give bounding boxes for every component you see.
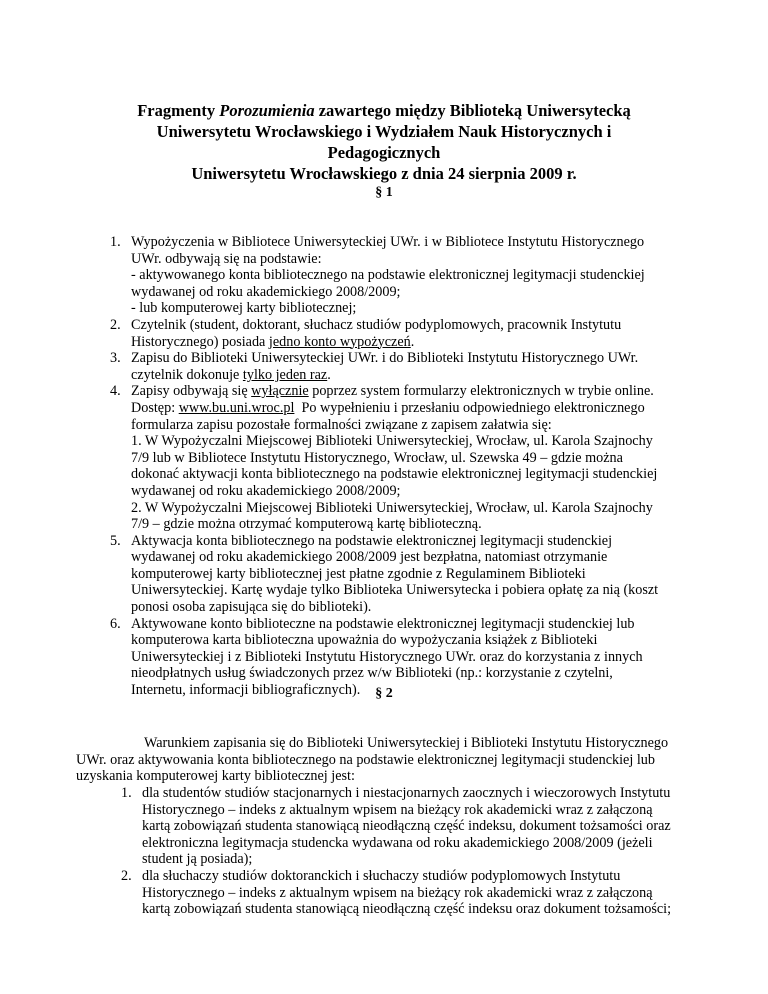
document-title: [100, 100, 668, 184]
emphasis-exclusively: wyłącznie: [251, 383, 309, 400]
title-line-2: Uniwersytetu Wrocławskiego i Wydziałem Nauk Historycznych i Pedagogicznych: [156, 122, 612, 162]
emphasis-one-account: jedno konto wypożyczeń: [268, 333, 411, 350]
list-item: 5. Aktywacja konta bibliotecznego na podstawie elektronicznej legitymacji studenckiej wydawanej od roku akademickiego 2008/2009 jest bezpłatna, natomiast otrzymanie komputerowej karty bibliotecznej jest płatne zgodnie z Regulaminem Biblioteki Uniwersyteckiej. Kartę wydaje tylko Biblioteka Uniwersytecka i pobiera opłatę za nią (koszt ponosi osoba zapisująca się do biblioteki).: [110, 532, 659, 616]
section-1-heading: § 1: [375, 185, 393, 200]
list-item: 4. Zapisy odbywają się wyłącznie poprzez system formularzy elektronicznych w trybie online. Dostęp: www.bu.uni.wroc.pl Po wypełnieniu i przesłaniu odpowiedniego elektronicznego formularza zapisu pozostałe formalności związane z zapisem załatwia się: 1. W Wypożyczalni Miejscowej Biblioteki Uniwersyteckiej, Wrocław, ul. Karola Szajnochy 7/9 lub w Bibliotece Instytutu Historycznego, Wrocław, ul. Szewska 49 – gdzie można dokonać aktywacji konta bibliotecznego na podstawie elektronicznej legitymacji studenckiej wydawanej od roku akademickiego 2008/2009; 2. W Wypożyczalni Miejscowej Biblioteki Uniwersyteckiej, Wrocław, ul. Karola Szajnochy 7/9 – gdzie można otrzymać komputerową kartę biblioteczną.: [110, 383, 658, 533]
title-line-3: Uniwersytetu Wrocławskiego z dnia 24 sierpnia 2009 r.: [191, 164, 577, 183]
list-item: 2. dla słuchaczy studiów doktoranckich i słuchaczy studiów podyplomowych Instytutu Historycznego – indeks z aktualnym wpisem na bieżący rok akademicki wraz z załączoną kartą zobowiązań studenta stanowiącą nieodłączną część indeksu oraz dokument tożsamości;: [121, 867, 672, 918]
section-2-intro: Warunkiem zapisania się do Biblioteki Uniwersyteckiej i Biblioteki Instytutu Historycznego UWr. oraz aktywowania konta bibliotecznego na podstawie elektronicznej legitymacji studenckiej lub uzyskania komputerowej karty bibliotecznej jest:: [76, 735, 669, 785]
library-website-link[interactable]: www.bu.uni.wroc.pl: [178, 399, 295, 416]
emphasis-only-once: tylko jeden raz: [242, 366, 328, 383]
list-item: 6. Aktywowane konto biblioteczne na podstawie elektronicznej legitymacji studenckiej lub komputerowa karta biblioteczna upoważnia do wypożyczania książek z Biblioteki Uniwersyteckiej i z Biblioteki Instytutu Historycznego UWr. oraz do korzystania z innych nieodpłatnych usług świadczonych przez w/w Biblioteki (np.: korzystanie z czytelni, Internetu, informacji bibliograficznych).: [110, 615, 643, 699]
list-item: 1. dla studentów studiów stacjonarnych i niestacjonarnych zaocznych i wieczorowych Instytutu Historycznego – indeks z aktualnym wpisem na bieżący rok akademicki wraz z załączoną kartą zobowiązań studenta stanowiącą nieodłączną część indeksu, dokument tożsamości oraz elektroniczna legitymacja studencka wydawana od roku akademickiego 2008/2009 (jeżeli student ją posiada);: [121, 785, 671, 868]
list-item: 2. Czytelnik (student, doktorant, słuchacz studiów podyplomowych, pracownik Instytutu Historycznego) posiada jedno konto wypożyczeń.: [110, 316, 622, 350]
list-item: 3. Zapisu do Biblioteki Uniwersyteckiej UWr. i do Biblioteki Instytutu Historycznego UWr. czytelnik dokonuje tylko jeden raz.: [110, 350, 639, 383]
section-2-list: [121, 785, 762, 918]
section-2-heading: § 2: [375, 686, 393, 701]
title-italic: Porozumienia: [219, 101, 315, 120]
section-1-list: [110, 234, 751, 699]
title-line-1: Fragmenty Porozumienia zawartego między Biblioteką Uniwersytecką: [137, 101, 631, 120]
list-item: 1. Wypożyczenia w Bibliotece Uniwersyteckiej UWr. i w Bibliotece Instytutu Historycznego UWr. odbywają się na podstawie: - aktywowanego konta bibliotecznego na podstawie elektronicznej legitymacji studenckiej wydawanej od roku akademickiego 2008/2009; - lub komputerowej karty bibliotecznej;: [110, 234, 645, 317]
